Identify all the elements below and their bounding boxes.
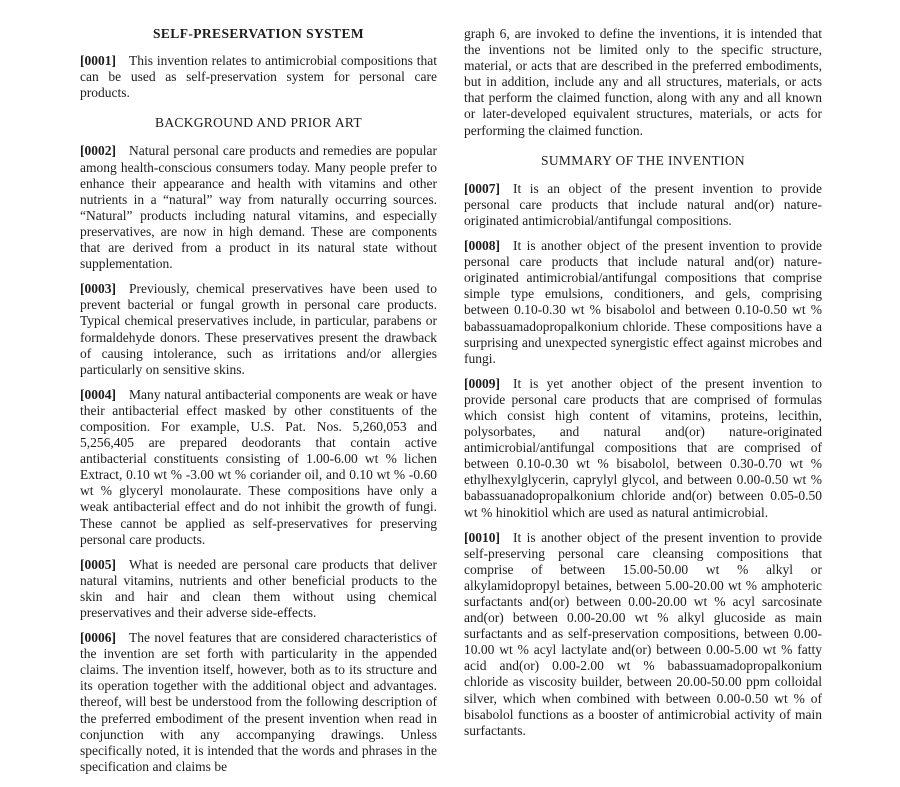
paragraph-text: Previously, chemical preservatives have been used to prevent bacterial or fungal growth in personal care products. Typical chemical preservatives include, in particular, parabens or formaldehyde donors. These preservatives present the drawback of causing intolerance, such as irritations and/or allergies particularly on sensitive skins. — [80, 281, 437, 377]
paragraph-number: [0004] — [80, 386, 116, 402]
paragraph-text: What is needed are personal care products that deliver natural vitamins, nutrients and other beneficial products to the skin and hair and clean them without using chemical preservatives and their adverse side-effects. — [80, 556, 437, 620]
paragraph — [80, 53, 437, 101]
paragraph-text: This invention relates to antimicrobial compositions that can be used as self-preservation system for personal care products. — [80, 53, 437, 101]
paragraph — [80, 557, 437, 621]
paragraph — [464, 181, 822, 229]
left-column — [80, 26, 437, 784]
paragraph — [464, 238, 822, 367]
paragraph-continuation — [464, 26, 822, 139]
paragraph-text: It is an object of the present invention to provide personal care products that include natural and(or) nature-originated antimicrobial/antifungal compositions. — [464, 180, 822, 228]
section-heading: BACKGROUND AND PRIOR ART — [155, 115, 362, 131]
paragraph-number: [0003] — [80, 281, 116, 297]
paragraph-number: [0005] — [80, 556, 116, 572]
paragraph-number: [0010] — [464, 529, 500, 545]
paragraph-text: It is yet another object of the present invention to provide personal care products that are comprised of formulas which consist high content of vitamins, proteins, lecithin, polysorbates, and natural and(or) nature-originated antimicrobial/antifungal compositions that are comprised of between 0.10-0.30 wt % bisabolol, between 0.30-0.70 wt % ethylhexylglycerin, caprylyl glycol, and between 0.00-0.50 wt % babassuanadopropalkonium chloride and(or) between 0.05-0.50 wt % hinokitiol which are used as natural antimicrobial. — [464, 375, 822, 520]
paragraph-number: [0001] — [80, 53, 116, 69]
paragraph — [80, 143, 437, 272]
document-title: SELF-PRESERVATION SYSTEM — [152, 26, 364, 41]
paragraph-text: The novel features that are considered characteristics of the invention are set forth with particularity in the appended claims. The invention itself, however, both as to its structure and its operation together with the additional object and advantages. thereof, will best be understood from the following description of the preferred embodiment of the present invention when read in conjunction with any accompanying drawings. Unless specifically noted, it is intended that the words and phrases in the specification and claims be — [80, 630, 437, 774]
paragraph-number: [0009] — [464, 375, 500, 391]
paragraph-text: Natural personal care products and remedies are popular among health-conscious consumers today. Many people prefer to enhance their appearance and health with vitamins and other nutrients in a “natural” way from naturally occurring sources. “Natural” products including natural vitamins, and especially preservatives, are now in high demand. These are components that are derived from a product in its natural state without supplementation. — [80, 143, 437, 272]
paragraph — [80, 630, 437, 775]
paragraph-text: Many natural antibacterial components are weak or have their antibacterial effect masked by other constituents of the composition. For example, U.S. Pat. Nos. 5,260,053 and 5,256,405 are prepared deodorants that contain active antibacterial constituents consisting of 1.00-6.00 wt % lichen Extract, 0.10 wt % -3.00 wt % coriander oil, and 0.10 wt % -0.60 wt % glyceryl monolaurate. These compositions have only a weak antibacterial effect and do not inhibit the growth of fungi. These cannot be applied as self-preservatives for preserving personal care products. — [80, 386, 437, 547]
right-column — [464, 26, 822, 748]
paragraph — [80, 387, 437, 548]
paragraph — [464, 376, 822, 521]
paragraph-text: It is another object of the present invention to provide self-preserving personal care cleansing compositions that comprise of between 15.00-50.00 wt % alkyl or alkylamidopropyl betaines, between 5.00-20.00 wt % amphoteric surfactants and(or) between 0.00-20.00 wt % acyl sarcosinate and(or) between 0.00-20.00 wt % alkyl glucoside as main surfactants and as self-preservation compositions, between 0.00-10.00 wt % acyl lactylate and(or) between 0.00-5.00 wt % fatty acid and(or) 0.00-2.00 wt % babassuamadopropalkonium chloride as viscosity builder, between 20.00-50.00 ppm colloidal silver, which when combined with between 0.00-0.50 wt % of bisabolol functions as a booster of antimicrobial activity of main surfactants. — [464, 529, 822, 738]
paragraph — [80, 281, 437, 378]
paragraph — [464, 530, 822, 739]
section-heading: SUMMARY OF THE INVENTION — [541, 152, 745, 168]
paragraph-number: [0007] — [464, 180, 500, 196]
paragraph-number: [0002] — [80, 143, 116, 159]
paragraph-number: [0006] — [80, 630, 116, 646]
paragraph-text: It is another object of the present invention to provide personal care products that include natural and(or) nature-originated antimicrobial/antifungal compositions that comprise simple type emulsions, conditioners, and gels, comprising between 0.10-0.30 wt % bisabolol and between 0.10-0.50 wt % babassuamadopropalkonium chloride. These compositions have a surprising and unexpected synergistic effect against microbes and fungi. — [464, 238, 822, 366]
paragraph-text: graph 6, are invoked to define the inventions, it is intended that the inventions not be limited only to the specific structure, material, or acts that are described in the preferred embodiments, but in addition, include any and all structures, materials, or acts that perform the claimed function, along with any and all known or later-developed equivalent structures, materials, or acts for performing the claimed function. — [464, 26, 822, 138]
paragraph-number: [0008] — [464, 238, 500, 254]
